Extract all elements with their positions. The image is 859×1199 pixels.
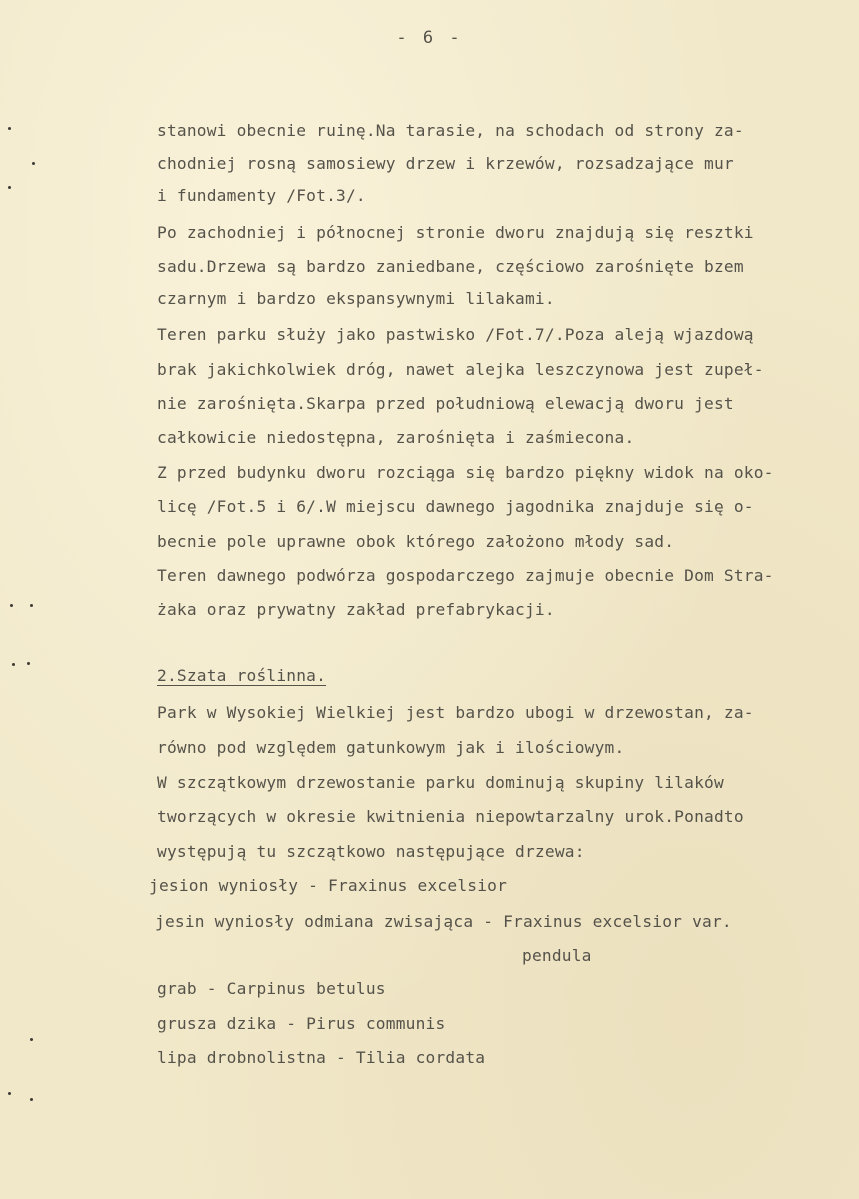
species-item: jesion wyniosły - Fraxinus excelsior xyxy=(149,876,508,895)
margin-speck xyxy=(30,1098,33,1101)
text-line: tworzących w okresie kwitnienia niepowtarzalny urok.Ponadto xyxy=(157,807,744,826)
text-line: czarnym i bardzo ekspansywnymi lilakami. xyxy=(157,289,555,308)
species-item: grab - Carpinus betulus xyxy=(157,979,386,998)
margin-speck xyxy=(30,604,33,607)
margin-speck xyxy=(8,1092,11,1095)
page-number: - 6 - xyxy=(396,28,463,48)
text-line: Po zachodniej i północnej stronie dworu znajdują się resztki xyxy=(157,223,754,242)
text-line: całkowicie niedostępna, zarośnięta i zaśmiecona. xyxy=(157,428,635,447)
text-line: becnie pole uprawne obok którego założono młody sad. xyxy=(157,532,675,551)
text-line: W szczątkowym drzewostanie parku dominują skupiny lilaków xyxy=(157,773,724,792)
species-item: grusza dzika - Pirus communis xyxy=(157,1014,446,1033)
text-line: występują tu szczątkowo następujące drzewa: xyxy=(157,842,585,861)
text-line: sadu.Drzewa są bardzo zaniedbane, częściowo zarośnięte bzem xyxy=(157,257,744,276)
margin-speck xyxy=(10,604,13,607)
text-line: stanowi obecnie ruinę.Na tarasie, na schodach od strony za- xyxy=(157,121,744,140)
text-line: równo pod względem gatunkowym jak i ilościowym. xyxy=(157,738,625,757)
species-item: lipa drobnolistna - Tilia cordata xyxy=(157,1048,486,1067)
margin-speck xyxy=(8,127,11,130)
species-item-continuation: pendula xyxy=(522,946,592,965)
text-line: Teren parku służy jako pastwisko /Fot.7/.Poza aleją wjazdową xyxy=(157,325,754,344)
margin-speck xyxy=(32,162,35,165)
margin-speck xyxy=(27,662,30,665)
text-line: nie zarośnięta.Skarpa przed południową elewacją dworu jest xyxy=(157,394,734,413)
text-line: i fundamenty /Fot.3/. xyxy=(157,186,366,205)
text-line: Teren dawnego podwórza gospodarczego zajmuje obecnie Dom Stra- xyxy=(157,566,774,585)
section-heading: 2.Szata roślinna. xyxy=(157,666,327,685)
text-line: brak jakichkolwiek dróg, nawet alejka leszczynowa jest zupeł- xyxy=(157,360,764,379)
text-line: żaka oraz prywatny zakład prefabrykacji. xyxy=(157,600,555,619)
text-line: licę /Fot.5 i 6/.W miejscu dawnego jagodnika znajduje się o- xyxy=(157,497,754,516)
margin-speck xyxy=(8,186,11,189)
text-line: chodniej rosną samosiewy drzew i krzewów, rozsadzające mur xyxy=(157,154,734,173)
text-line: Park w Wysokiej Wielkiej jest bardzo ubogi w drzewostan, za- xyxy=(157,703,754,722)
species-item: jesin wyniosły odmiana zwisająca - Fraxinus excelsior var. xyxy=(155,912,732,931)
margin-speck xyxy=(12,663,15,666)
text-line: Z przed budynku dworu rozciąga się bardzo piękny widok na oko- xyxy=(157,463,774,482)
margin-speck xyxy=(30,1038,33,1041)
